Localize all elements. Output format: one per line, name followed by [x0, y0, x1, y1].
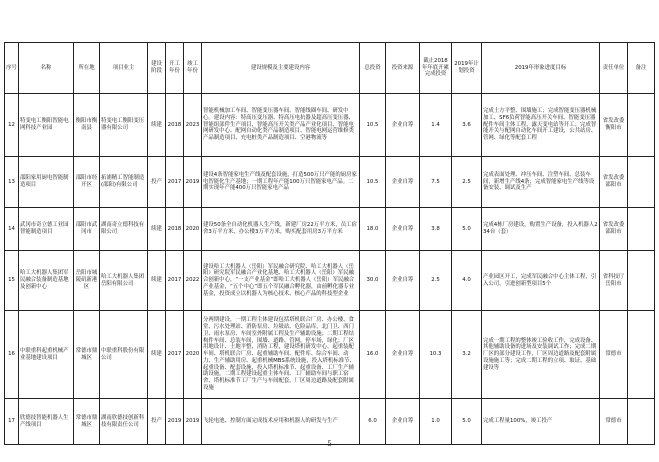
table-row — [5, 94, 655, 157]
start-year: 2017 — [166, 311, 184, 399]
responsible-unit: 省发改委邵阳市 — [600, 157, 628, 208]
start-year: 2018 — [166, 208, 184, 251]
end-year: 2019 — [184, 399, 202, 445]
header-cell: 所在地 — [74, 43, 100, 94]
remarks — [628, 251, 655, 311]
project-owner: 湖南奇立德科技有限公司 — [100, 208, 148, 251]
end-year: 2022 — [184, 251, 202, 311]
project-location: 邵阳市经开区 — [74, 157, 100, 208]
responsible-unit: 常德市 — [600, 399, 628, 445]
header-cell: 建设阶段 — [148, 43, 166, 94]
project-stage: 续建 — [148, 208, 166, 251]
project-location: 常德市鼎城区 — [74, 399, 100, 445]
construction-content: 飞轮电池、控制方面完成技术应用和机器人的研发与生产 — [202, 399, 360, 445]
project-owner: 湖南欣德技创新科技有限责任公司 — [100, 399, 148, 445]
construction-content: 建设50条全自动化机器人生产线，新建厂房22万平方米，员工宿舍3万平方米，办公楼3万平方米，购买配套用房3万平方米 — [202, 208, 360, 251]
header-cell: 项目业主 — [100, 43, 148, 94]
start-year: 2017 — [166, 251, 184, 311]
completed-investment: 1.4 — [420, 94, 452, 157]
row-number: 16 — [5, 311, 19, 399]
header-cell: 序号 — [5, 43, 19, 94]
completed-investment: 3.8 — [420, 208, 452, 251]
remarks — [628, 157, 655, 208]
project-owner: 哈工大机器人集团岳阳有限公司 — [100, 251, 148, 311]
project-location: 岳阳市城陵矶新港区 — [74, 251, 100, 311]
row-number: 15 — [5, 251, 19, 311]
remarks — [628, 399, 655, 445]
project-name: 邵阳家用厨电智能制造项目 — [19, 157, 74, 208]
end-year: 2020 — [184, 208, 202, 251]
completed-investment: 1.0 — [420, 399, 452, 445]
planned-investment: 5.0 — [452, 208, 482, 251]
total-investment: 10.5 — [360, 94, 386, 157]
header-cell: 责任单位 — [600, 43, 628, 94]
header-cell: 2019年计划投资 — [452, 43, 482, 94]
remarks — [628, 94, 655, 157]
row-number: 13 — [5, 157, 19, 208]
row-number: 17 — [5, 399, 19, 445]
responsible-unit: 省发改委衡阳市 — [600, 94, 628, 157]
completed-investment: 10.3 — [420, 311, 452, 399]
investment-source: 企业自筹 — [386, 157, 420, 208]
progress-target: 完成工程量100%，竣工投产 — [482, 399, 600, 445]
responsible-unit: 常德市 — [600, 311, 628, 399]
project-name: 哈工大机器人集团军民融合装备制造基地及创新中心 — [19, 251, 74, 311]
page-number: —5— — [320, 440, 339, 448]
remarks — [628, 311, 655, 399]
header-cell: 开工年份 — [166, 43, 184, 94]
end-year: 2019 — [184, 157, 202, 208]
project-owner: 特变电工衡阳变压器有限公司 — [100, 94, 148, 157]
investment-source: 企业自筹 — [386, 208, 420, 251]
project-stage: 续建 — [148, 311, 166, 399]
total-investment: 30.0 — [360, 251, 386, 311]
header-cell: 备注 — [628, 43, 655, 94]
planned-investment: 3.6 — [452, 94, 482, 157]
project-stage: 投产 — [148, 157, 166, 208]
total-investment: 18.0 — [360, 208, 386, 251]
total-investment: 6.0 — [360, 399, 386, 445]
project-name: 特变电工衡阳智能电网科技产业园 — [19, 94, 74, 157]
progress-target: 完成表面处理、冲压车间、注塑车间、总装车间，新增生产线4条；完成智能家电生产线等设备安装、调试及生产 — [482, 157, 600, 208]
progress-target: 完成4栋厂房建设，购置生产设备，投入机器人234台（套） — [482, 208, 600, 251]
project-name: 中联重科起重机械产业基地建设项目 — [19, 311, 74, 399]
investment-source: 企业自筹 — [386, 94, 420, 157]
start-year: 2017 — [166, 157, 184, 208]
end-year: 2023 — [184, 94, 202, 157]
project-stage: 投产 — [148, 399, 166, 445]
table-row — [5, 311, 655, 399]
progress-target: 完成土方平整、围墙施工；完成智能变压器机械加工、SF6负荷智能高压开关车间、智能变压器配件车间主体工程，露天变电站等开工；完成智能开关与配网自动化车间开工建设，公共站房、管网、绿化等配套工程 — [482, 94, 600, 157]
remarks — [628, 208, 655, 251]
planned-investment: 3.2 — [452, 311, 482, 399]
investment-source: 企业自筹 — [386, 311, 420, 399]
planned-investment: 2.5 — [452, 157, 482, 208]
table-row — [5, 251, 655, 311]
project-stage: 续建 — [148, 94, 166, 157]
end-year: 2020 — [184, 311, 202, 399]
investment-source: 企业自筹 — [386, 251, 420, 311]
planned-investment: 4.0 — [452, 251, 482, 311]
header-cell: 建设规模及主要建设内容 — [202, 43, 360, 94]
table-row — [5, 208, 655, 251]
project-name: 武冈市奇立德工业园智能制造项目 — [19, 208, 74, 251]
responsible-unit: 省科技厅岳阳市 — [600, 251, 628, 311]
header-cell: 竣工年份 — [184, 43, 202, 94]
start-year: 2019 — [166, 399, 184, 445]
total-investment: 10.5 — [360, 157, 386, 208]
project-location: 邵阳市武冈市 — [74, 208, 100, 251]
start-year: 2018 — [166, 94, 184, 157]
progress-target: 产业园区开工，完成军民融合中心主体工程，引入公司，引进创新型项目5个 — [482, 251, 600, 311]
completed-investment: 7.5 — [420, 157, 452, 208]
total-investment: 16.0 — [360, 311, 386, 399]
investment-source: 企业自筹 — [386, 399, 420, 445]
header-cell: 投资来源 — [386, 43, 420, 94]
planned-investment: 5.0 — [452, 399, 482, 445]
progress-target: 完成一期工程的整体竣工验收工作，完成设备、其他辅助设备的进场及安装调试工作；完成二期厂区的部分建设工作，厂区周边道路及配套附属设施施工等；完成二期工程的立项、取证、基础建设等 — [482, 311, 600, 399]
construction-content: 建设哈工大机器人（岳阳）军民融合研究院、哈工大机器人（岳阳）研究院军民融合产业化基地、哈工大机器人（岳阳）军民融合创新中心，“一支产业基金”即哈工大机器人（岳阳）军民融合产业基金，“五个中心”即五个军民融合孵化器，由前孵化器专业基金，投资成立以机器人为核心技术、核心产品的科技型企业 — [202, 251, 360, 311]
construction-content: 分两期建设，一期工程主体建设包括塔机联合厂房、办公楼、食堂、污水处理站、消防泵房、垃圾站、危险品库，北门卫、西门卫、雨水泵房、车间室外附属工程及生产辅助设施；二期工程结构件车间、总装车间，围墙、道路、管网，停车场，绿化；厂区用地设计、土地平整、消防工程，建设塔机研发中心、起重装配车间、塔机联合厂房、起重辅助车间、配件库、综合车间、动力、生产辅助用房、起重机械MBS系统设施，投入塔机标准节、起重设备、配套设施，投入塔机标准节、起重设备、工厂生产辅助设施，二期工程建设起重主体车间、工厂辅助车间与职工宿舍、塔机标准节工厂生产与车间配套，厂区周边道路及配套附属设施 — [202, 311, 360, 399]
header-cell: 总投资 — [360, 43, 386, 94]
row-number: 14 — [5, 208, 19, 251]
header-cell: 2019年形象进度目标 — [482, 43, 600, 94]
construction-content: 建设4条智能家电生产线及配套设施，打造500万只产能的厨房家电智能化生产基地；一期工程年产能100万只智能家电产品。二期实现年产能400万只智能家电产品 — [202, 157, 360, 208]
responsible-unit: 省发改委邵阳市 — [600, 208, 628, 251]
table-header-row — [5, 43, 655, 94]
header-cell: 截止2018年年底开累完成投资 — [420, 43, 452, 94]
project-owner: 中联重科股份有限公司 — [100, 311, 148, 399]
project-location: 常德市鼎城区 — [74, 311, 100, 399]
construction-content: 智能机械加工车间、智能变压器车间、智能线圈车间、研发中心。建设内容：特高压变压器、特高压电抗器及超高压变压器、智能组部件生产项目、智能高压开关类产品产业化项目、智能电网研发中心、配网自动化类产品制造项目、智能电网运营维修类产品制造项目、充电桩类产品制造项目、空港物流等 — [202, 94, 360, 157]
project-location: 衡阳市衡南县 — [74, 94, 100, 157]
header-cell: 名称 — [19, 43, 74, 94]
project-table — [4, 42, 655, 445]
table-row — [5, 157, 655, 208]
project-owner: 拓浦精工智能制造(邵阳)有限公司 — [100, 157, 148, 208]
project-name: 欣德技智能机器人生产线项目 — [19, 399, 74, 445]
table-row — [5, 399, 655, 445]
row-number: 12 — [5, 94, 19, 157]
project-stage: 续建 — [148, 251, 166, 311]
completed-investment: 2.5 — [420, 251, 452, 311]
